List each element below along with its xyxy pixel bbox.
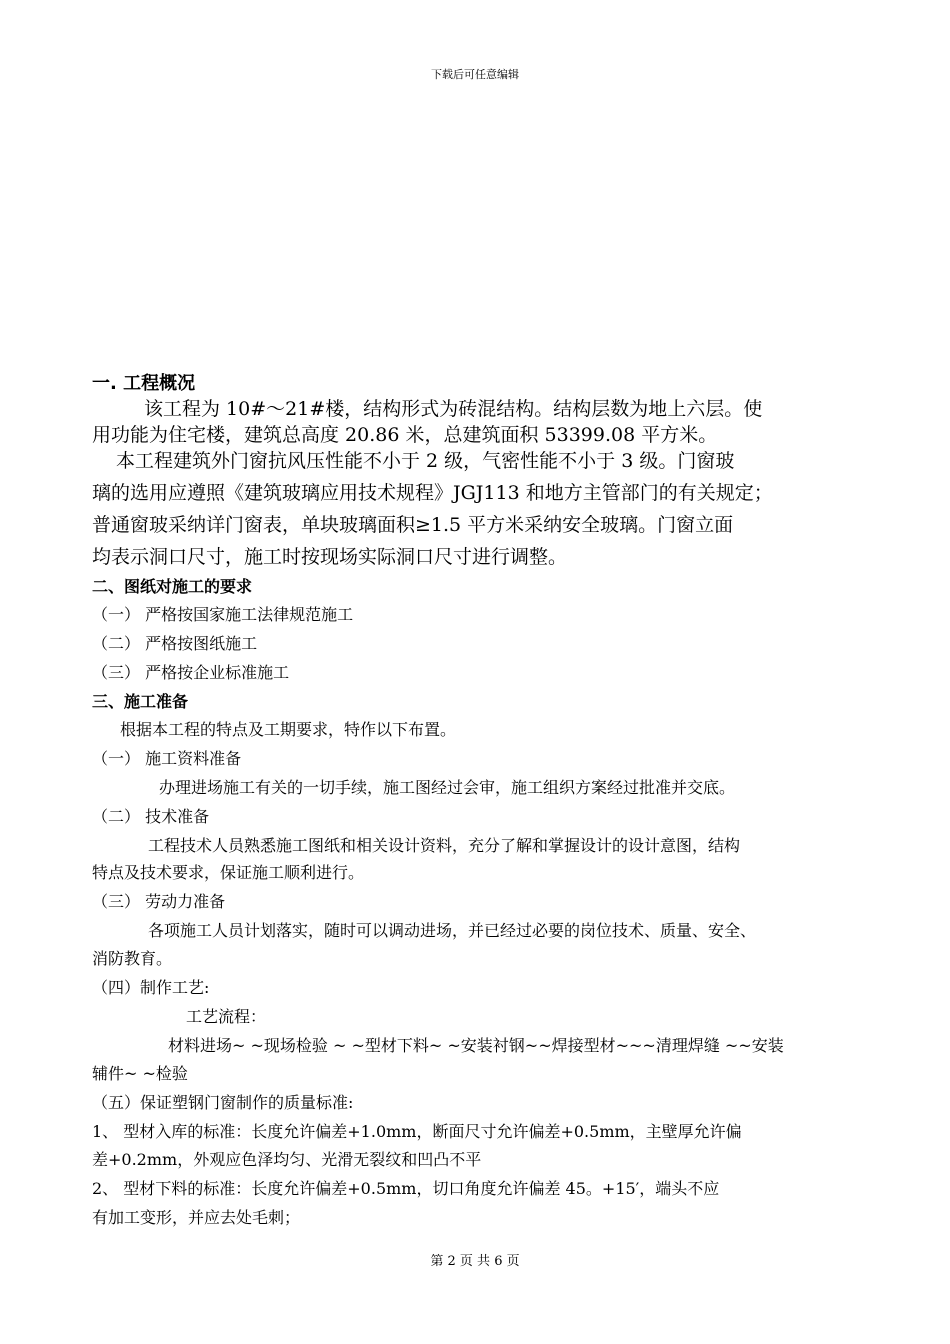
section-2-title: 二、图纸对施工的要求 bbox=[92, 577, 253, 596]
body-line: 本工程建筑外门窗抗风压性能不小于 2 级，气密性能不小于 3 级。门窗玻 bbox=[116, 450, 735, 472]
body-line: 办理进场施工有关的一切手续，施工图经过会审，施工组织方案经过批准并交底。 bbox=[159, 778, 736, 797]
process-flow-line: 辅件~ ~检验 bbox=[92, 1064, 188, 1083]
standard-item: 2、 型材下料的标准：长度允许偏差+0.5mm，切口角度允许偏差 45。+15′，端头不应 bbox=[92, 1179, 720, 1198]
body-line: 普通窗玻采纳详门窗表，单块玻璃面积≥1.5 平方米采纳安全玻璃。门窗立面 bbox=[92, 514, 734, 536]
body-line: 均表示洞口尺寸，施工时按现场实际洞口尺寸进行调整。 bbox=[92, 546, 568, 568]
process-flow-label: 工艺流程： bbox=[186, 1007, 267, 1026]
subsection-title: （一） 施工资料准备 bbox=[92, 749, 242, 768]
body-line: 璃的选用应遵照《建筑玻璃应用技术规程》JGJ113 和地方主管部门的有关规定； bbox=[92, 482, 773, 504]
body-line: 消防教育。 bbox=[92, 949, 173, 968]
body-line: 该工程为 10#～21#楼，结构形式为砖混结构。结构层数为地上六层。使 bbox=[144, 398, 763, 420]
subsection-title: （五）保证塑钢门窗制作的质量标准: bbox=[92, 1093, 354, 1112]
list-item: （一） 严格按国家施工法律规范施工 bbox=[92, 605, 354, 624]
process-flow-line: 材料进场~ ~现场检验 ~ ~型材下料~ ~安装衬钢~~焊接型材~~~清理焊缝 ~~安装 bbox=[168, 1036, 784, 1055]
standard-item: 差+0.2mm，外观应色泽均匀、光滑无裂纹和凹凸不平 bbox=[92, 1150, 482, 1169]
section-1-title: 一. 工程概况 bbox=[92, 373, 196, 394]
standard-item: 有加工变形，并应去处毛刺； bbox=[92, 1208, 301, 1227]
body-line: 特点及技术要求，保证施工顺利进行。 bbox=[92, 863, 365, 882]
body-line: 用功能为住宅楼，建筑总高度 20.86 米，总建筑面积 53399.08 平方米。 bbox=[92, 424, 718, 446]
subsection-title: （二） 技术准备 bbox=[92, 807, 210, 826]
list-item: （三） 严格按企业标准施工 bbox=[92, 663, 290, 682]
standard-item: 1、 型材入库的标准：长度允许偏差+1.0mm，断面尺寸允许偏差+0.5mm，主壁厚允许偏 bbox=[92, 1122, 742, 1141]
body-line: 各项施工人员计划落实，随时可以调动进场，并已经过必要的岗位技术、质量、安全、 bbox=[148, 921, 757, 940]
list-item: （二） 严格按图纸施工 bbox=[92, 634, 258, 653]
page-header: 下载后可任意编辑 bbox=[431, 68, 519, 81]
page-footer: 第 2 页 共 6 页 bbox=[430, 1254, 520, 1269]
subsection-title: （四）制作工艺: bbox=[92, 978, 210, 997]
body-line: 根据本工程的特点及工期要求，特作以下布置。 bbox=[120, 720, 457, 739]
subsection-title: （三） 劳动力准备 bbox=[92, 892, 226, 911]
body-line: 工程技术人员熟悉施工图纸和相关设计资料，充分了解和掌握设计的设计意图，结构 bbox=[148, 836, 741, 855]
section-3-title: 三、施工准备 bbox=[92, 692, 189, 711]
